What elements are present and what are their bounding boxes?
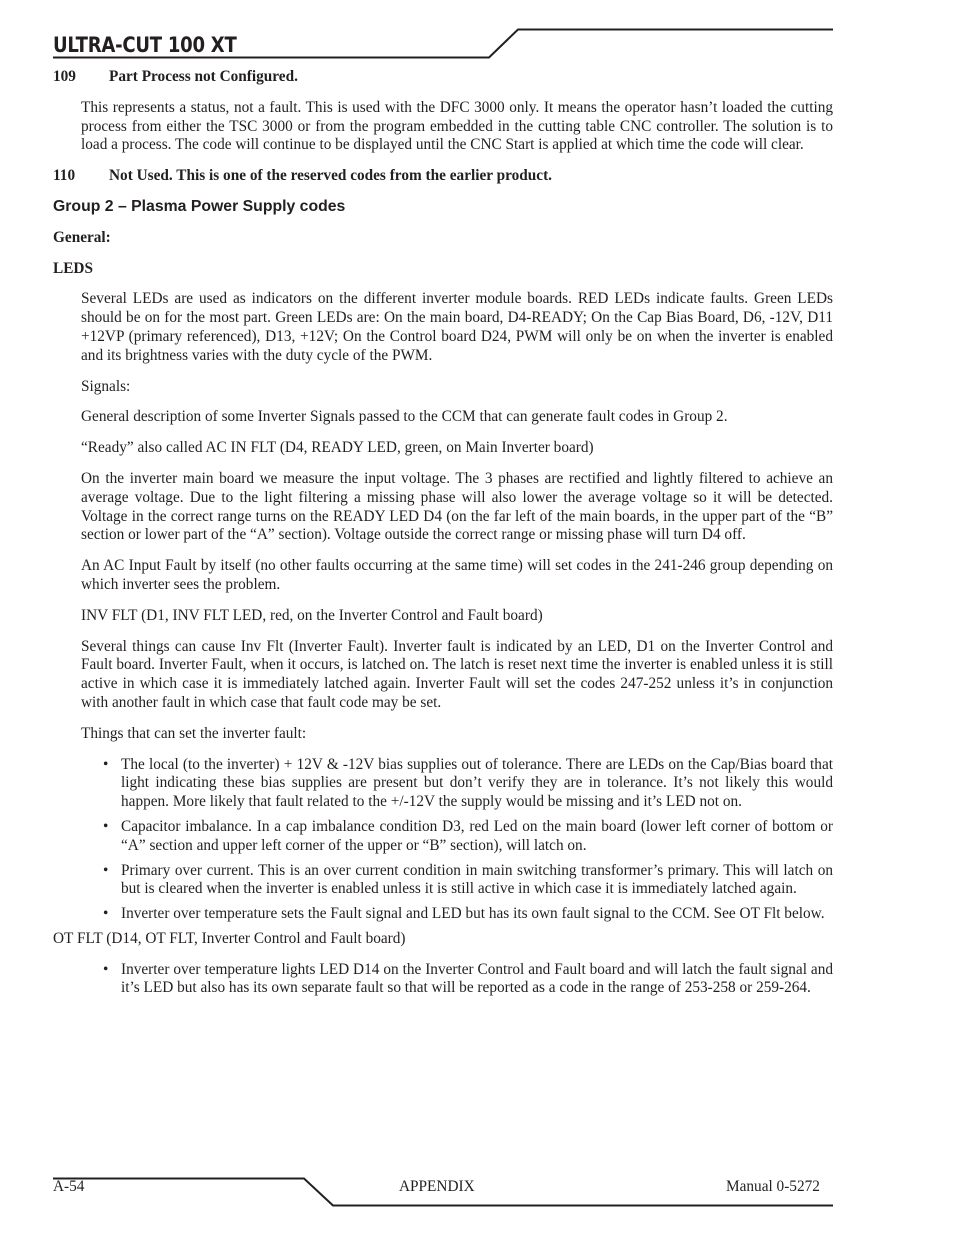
ready-signal-paragraph: On the inverter main board we measure the input voltage. The 3 phases are rectified and lightly filtered to achieve an average voltage. Due to the light filtering a missing phase will also lower the average voltage so it will be detected. Voltage in the correct range turns on the READY LED D4 (on the far left of the main boards, in the upper part of the “B” section or lower part of the “A” section). Voltage outside the correct range or missing phase will turn D4 off. — [81, 469, 833, 544]
document-title: ULTRA-CUT 100 XT — [53, 33, 237, 57]
signals-description: General description of some Inverter Signals passed to the CCM that can generate fault codes in Group 2. — [81, 408, 728, 426]
code-110-title: Not Used. This is one of the reserved codes from the earlier product. — [109, 167, 552, 185]
inv-flt-paragraph: Several things can cause Inv Flt (Inverter Fault). Inverter fault is indicated by an LED, D1 on the Inverter Control and Fault board. Inverter Fault, when it occurs, is latched on. The latch is reset next time the inverter is enabled unless it is still active in which case it is immediately latched again. Inverter Fault will set the codes 247-252 unless it’s in conjunction with another fault in which case that fault code may be set. — [81, 637, 833, 711]
section-name: APPENDIX — [399, 1178, 475, 1195]
ready-signal-heading: “Ready” also called AC IN FLT (D4, READY LED, green, on Main Inverter board) — [81, 439, 594, 457]
list-item: • The local (to the inverter) + 12V & -12V bias supplies out of tolerance. There are LEDs on the Cap/Bias board that light indicating these bias supplies are present but don’t verify they are in tolerance. It’s not likely this would happen. More likely that fault related to the +/-12V the supply would be missing and it’s LED not on. — [101, 756, 833, 812]
ot-flt-list — [101, 961, 833, 999]
list-item: • Capacitor imbalance. In a cap imbalance condition D3, red Led on the main board (lower left corner of bottom or “A” section and upper left corner of the upper or “B” section), will latch on. — [101, 818, 833, 856]
leds-label: LEDS — [53, 259, 93, 277]
code-110-number: 110 — [53, 167, 76, 185]
code-109-number: 109 — [53, 68, 76, 85]
code-109-title: Part Process not Configured. — [109, 68, 298, 85]
signals-label: Signals: — [81, 377, 131, 395]
ac-input-fault-paragraph: An AC Input Fault by itself (no other faults occurring at the same time) will set codes in the 241-246 group depending on which inverter sees the problem. — [81, 557, 833, 593]
page-number: A-54 — [53, 1178, 85, 1195]
code-109-heading — [53, 68, 833, 87]
group-2-heading: Group 2 – Plasma Power Supply codes — [53, 197, 346, 215]
things-label: Things that can set the inverter fault: — [81, 724, 307, 742]
list-item: • Inverter over temperature lights LED D14 on the Inverter Control and Fault board and will latch the fault signal and it’s LED but also has its own separate fault so that will be reported as a code in the range of 253-258 or 259-264. — [101, 961, 833, 999]
code-109-text: This represents a status, not a fault. This is used with the DFC 3000 only. It means the operator hasn’t loaded the cutting process from either the TSC 3000 or from the program embedded in the cutting table CNC controller. The solution is to load a process. The code will continue to be displayed until the CNC Start is applied at which time the code will clear. — [81, 98, 833, 154]
list-item: • Inverter over temperature sets the Fault signal and LED but has its own fault signal to the CCM. See OT Flt below. — [101, 905, 833, 924]
manual-number: Manual 0-5272 — [726, 1178, 820, 1195]
code-110-heading — [53, 167, 833, 186]
general-label: General: — [53, 228, 111, 246]
ot-flt-heading: OT FLT (D14, OT FLT, Inverter Control and Fault board) — [53, 929, 406, 947]
inv-flt-heading: INV FLT (D1, INV FLT LED, red, on the Inverter Control and Fault board) — [81, 606, 543, 624]
leds-paragraph: Several LEDs are used as indicators on the different inverter module boards. RED LEDs indicate faults. Green LEDs should be on for the most part. Green LEDs are: On the main board, D4-READY; On the Cap Bias Board, D6, -12V, D11 +12VP (primary referenced), D13, +12V; On the Control board D24, PWM will only be on when the inverter is enabled and its brightness varies with the duty cycle of the PWM. — [81, 290, 833, 364]
page-content — [53, 68, 833, 1004]
list-item: • Primary over current. This is an over current condition in main switching transformer’s primary. This will latch on but is cleared when the inverter is enabled unless it is still active in which case it is immediately latched again. — [101, 862, 833, 900]
inverter-fault-causes-list — [101, 756, 833, 924]
